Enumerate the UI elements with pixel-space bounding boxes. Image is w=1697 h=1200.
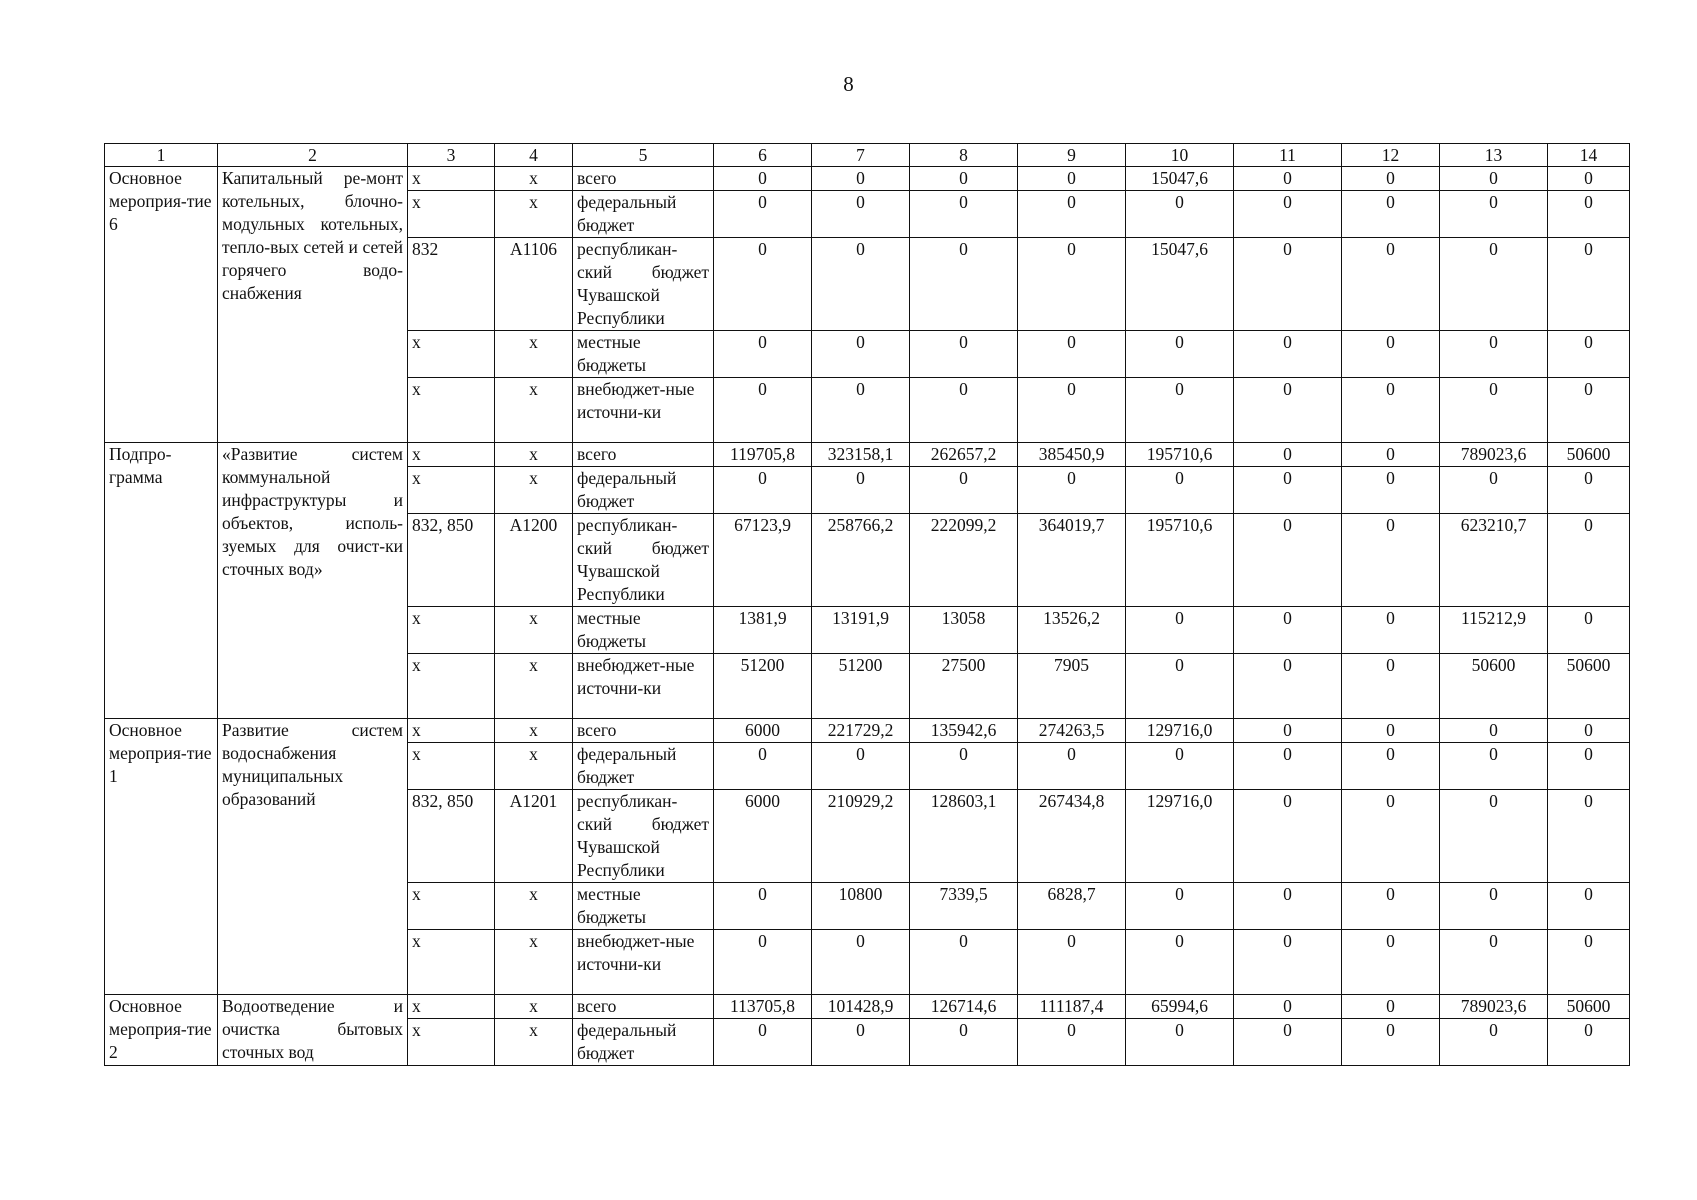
funding-source: местные бюджеты	[573, 883, 714, 930]
section-title: «Развитие систем коммунальной инфраструктуры и объектов, исполь-зуемых для очист-ки сточных вод»	[218, 443, 408, 719]
amount-cell: 0	[1126, 654, 1234, 719]
budget-code: х	[408, 654, 495, 719]
amount-cell: 0	[910, 1019, 1018, 1066]
amount-cell: 0	[1234, 167, 1342, 191]
amount-cell: 0	[1018, 1019, 1126, 1066]
target-code: х	[495, 607, 573, 654]
amount-cell: 129716,0	[1126, 790, 1234, 883]
column-header: 8	[910, 144, 1018, 167]
amount-cell: 0	[1548, 1019, 1630, 1066]
target-code: А1200	[495, 514, 573, 607]
amount-cell: 50600	[1440, 654, 1548, 719]
budget-code: х	[408, 167, 495, 191]
budget-code: х	[408, 467, 495, 514]
column-header: 12	[1342, 144, 1440, 167]
amount-cell: 0	[1234, 995, 1342, 1019]
amount-cell: 0	[1018, 191, 1126, 238]
column-header: 5	[573, 144, 714, 167]
amount-cell: 0	[1342, 514, 1440, 607]
amount-cell: 0	[1342, 331, 1440, 378]
amount-cell: 364019,7	[1018, 514, 1126, 607]
amount-cell: 15047,6	[1126, 238, 1234, 331]
amount-cell: 13526,2	[1018, 607, 1126, 654]
amount-cell: 0	[812, 930, 910, 995]
funding-source: республикан-ский бюджет Чувашской Республики	[573, 514, 714, 607]
amount-cell: 50600	[1548, 654, 1630, 719]
section-name: Основное мероприя-тие 6	[105, 167, 218, 443]
amount-cell: 0	[1234, 883, 1342, 930]
amount-cell: 0	[1234, 514, 1342, 607]
amount-cell: 0	[1440, 191, 1548, 238]
amount-cell: 0	[1342, 378, 1440, 443]
budget-code: х	[408, 331, 495, 378]
amount-cell: 0	[1548, 167, 1630, 191]
target-code: х	[495, 443, 573, 467]
amount-cell: 0	[1440, 790, 1548, 883]
section-title: Развитие систем водоснабжения муниципальных образований	[218, 719, 408, 995]
amount-cell: 13058	[910, 607, 1018, 654]
amount-cell: 789023,6	[1440, 443, 1548, 467]
amount-cell: 195710,6	[1126, 514, 1234, 607]
amount-cell: 0	[1234, 191, 1342, 238]
amount-cell: 0	[1342, 719, 1440, 743]
amount-cell: 0	[1548, 514, 1630, 607]
column-header: 10	[1126, 144, 1234, 167]
amount-cell: 0	[1342, 743, 1440, 790]
table-row	[105, 995, 1630, 1019]
amount-cell: 0	[1018, 238, 1126, 331]
amount-cell: 0	[1440, 719, 1548, 743]
amount-cell: 113705,8	[714, 995, 812, 1019]
funding-source: всего	[573, 995, 714, 1019]
amount-cell: 0	[1126, 930, 1234, 995]
amount-cell: 0	[1548, 790, 1630, 883]
amount-cell: 0	[1548, 191, 1630, 238]
column-header: 11	[1234, 144, 1342, 167]
amount-cell: 126714,6	[910, 995, 1018, 1019]
amount-cell: 0	[714, 467, 812, 514]
column-header: 2	[218, 144, 408, 167]
page-number: 8	[843, 72, 854, 96]
funding-source: всего	[573, 167, 714, 191]
amount-cell: 0	[812, 1019, 910, 1066]
amount-cell: 222099,2	[910, 514, 1018, 607]
section-name: Основное мероприя-тие 2	[105, 995, 218, 1066]
amount-cell: 0	[812, 191, 910, 238]
section-name: Основное мероприя-тие 1	[105, 719, 218, 995]
amount-cell: 323158,1	[812, 443, 910, 467]
amount-cell: 51200	[812, 654, 910, 719]
amount-cell: 0	[1018, 167, 1126, 191]
amount-cell: 0	[1440, 167, 1548, 191]
amount-cell: 0	[1342, 930, 1440, 995]
funding-source: республикан-ский бюджет Чувашской Республики	[573, 790, 714, 883]
funding-source: всего	[573, 719, 714, 743]
amount-cell: 0	[1342, 1019, 1440, 1066]
funding-source: федеральный бюджет	[573, 191, 714, 238]
budget-code: х	[408, 191, 495, 238]
amount-cell: 0	[1234, 443, 1342, 467]
amount-cell: 0	[812, 331, 910, 378]
amount-cell: 0	[1234, 654, 1342, 719]
target-code: х	[495, 191, 573, 238]
funding-source: федеральный бюджет	[573, 743, 714, 790]
target-code: х	[495, 995, 573, 1019]
amount-cell: 128603,1	[910, 790, 1018, 883]
amount-cell: 0	[1126, 191, 1234, 238]
amount-cell: 0	[714, 930, 812, 995]
amount-cell: 0	[1018, 930, 1126, 995]
amount-cell: 0	[1440, 238, 1548, 331]
column-header: 4	[495, 144, 573, 167]
amount-cell: 789023,6	[1440, 995, 1548, 1019]
target-code: х	[495, 167, 573, 191]
amount-cell: 0	[1440, 883, 1548, 930]
column-header: 9	[1018, 144, 1126, 167]
amount-cell: 0	[1548, 238, 1630, 331]
amount-cell: 0	[1440, 930, 1548, 995]
amount-cell: 0	[1548, 719, 1630, 743]
amount-cell: 0	[1548, 607, 1630, 654]
amount-cell: 0	[1234, 719, 1342, 743]
amount-cell: 0	[1342, 790, 1440, 883]
amount-cell: 10800	[812, 883, 910, 930]
amount-cell: 67123,9	[714, 514, 812, 607]
funding-source: федеральный бюджет	[573, 467, 714, 514]
amount-cell: 50600	[1548, 995, 1630, 1019]
budget-code: 832, 850	[408, 790, 495, 883]
amount-cell: 0	[1342, 238, 1440, 331]
amount-cell: 262657,2	[910, 443, 1018, 467]
table-row	[105, 167, 1630, 191]
amount-cell: 267434,8	[1018, 790, 1126, 883]
amount-cell: 0	[1126, 378, 1234, 443]
amount-cell: 0	[1548, 743, 1630, 790]
amount-cell: 0	[1126, 883, 1234, 930]
budget-code: х	[408, 743, 495, 790]
amount-cell: 0	[714, 191, 812, 238]
amount-cell: 0	[910, 167, 1018, 191]
amount-cell: 0	[910, 191, 1018, 238]
section-name: Подпро-грамма	[105, 443, 218, 719]
amount-cell: 0	[1234, 467, 1342, 514]
amount-cell: 0	[812, 743, 910, 790]
amount-cell: 0	[714, 167, 812, 191]
funding-source: местные бюджеты	[573, 607, 714, 654]
amount-cell: 0	[1234, 1019, 1342, 1066]
funding-source: федеральный бюджет	[573, 1019, 714, 1066]
amount-cell: 0	[1548, 883, 1630, 930]
amount-cell: 0	[1342, 443, 1440, 467]
target-code: х	[495, 930, 573, 995]
amount-cell: 0	[714, 378, 812, 443]
amount-cell: 0	[812, 467, 910, 514]
target-code: х	[495, 331, 573, 378]
amount-cell: 7339,5	[910, 883, 1018, 930]
budget-code: х	[408, 443, 495, 467]
column-header: 7	[812, 144, 910, 167]
table-row	[105, 719, 1630, 743]
amount-cell: 6000	[714, 719, 812, 743]
amount-cell: 13191,9	[812, 607, 910, 654]
budget-code: х	[408, 719, 495, 743]
amount-cell: 0	[714, 743, 812, 790]
target-code: А1201	[495, 790, 573, 883]
amount-cell: 210929,2	[812, 790, 910, 883]
column-header: 6	[714, 144, 812, 167]
target-code: х	[495, 654, 573, 719]
amount-cell: 111187,4	[1018, 995, 1126, 1019]
column-header: 13	[1440, 144, 1548, 167]
target-code: х	[495, 1019, 573, 1066]
amount-cell: 195710,6	[1126, 443, 1234, 467]
amount-cell: 0	[1342, 167, 1440, 191]
funding-source: внебюджет-ные источни-ки	[573, 378, 714, 443]
amount-cell: 0	[1234, 238, 1342, 331]
target-code: х	[495, 719, 573, 743]
amount-cell: 0	[910, 467, 1018, 514]
amount-cell: 0	[714, 331, 812, 378]
amount-cell: 135942,6	[910, 719, 1018, 743]
column-header: 1	[105, 144, 218, 167]
funding-source: внебюджет-ные источни-ки	[573, 654, 714, 719]
target-code: А1106	[495, 238, 573, 331]
amount-cell: 0	[1440, 467, 1548, 514]
amount-cell: 0	[1548, 331, 1630, 378]
section-title: Водоотведение и очистка бытовых сточных вод	[218, 995, 408, 1066]
amount-cell: 0	[714, 883, 812, 930]
amount-cell: 0	[910, 331, 1018, 378]
amount-cell: 0	[1342, 654, 1440, 719]
amount-cell: 0	[812, 378, 910, 443]
amount-cell: 0	[1126, 607, 1234, 654]
column-header: 14	[1548, 144, 1630, 167]
amount-cell: 0	[1126, 743, 1234, 790]
funding-source: республикан-ский бюджет Чувашской Республики	[573, 238, 714, 331]
amount-cell: 0	[1018, 331, 1126, 378]
amount-cell: 0	[1126, 331, 1234, 378]
amount-cell: 119705,8	[714, 443, 812, 467]
amount-cell: 0	[1126, 467, 1234, 514]
amount-cell: 6828,7	[1018, 883, 1126, 930]
target-code: х	[495, 883, 573, 930]
budget-code: 832, 850	[408, 514, 495, 607]
amount-cell: 0	[714, 1019, 812, 1066]
amount-cell: 0	[910, 930, 1018, 995]
amount-cell: 0	[1342, 883, 1440, 930]
funding-source: местные бюджеты	[573, 331, 714, 378]
budget-code: х	[408, 883, 495, 930]
table-row	[105, 443, 1630, 467]
amount-cell: 6000	[714, 790, 812, 883]
amount-cell: 0	[1548, 467, 1630, 514]
target-code: х	[495, 743, 573, 790]
target-code: х	[495, 378, 573, 443]
amount-cell: 129716,0	[1126, 719, 1234, 743]
amount-cell: 258766,2	[812, 514, 910, 607]
amount-cell: 0	[1234, 790, 1342, 883]
amount-cell: 274263,5	[1018, 719, 1126, 743]
amount-cell: 0	[812, 167, 910, 191]
amount-cell: 0	[812, 238, 910, 331]
target-code: х	[495, 467, 573, 514]
budget-code: х	[408, 378, 495, 443]
amount-cell: 0	[1342, 995, 1440, 1019]
amount-cell: 0	[1440, 331, 1548, 378]
amount-cell: 0	[910, 238, 1018, 331]
amount-cell: 15047,6	[1126, 167, 1234, 191]
amount-cell: 0	[910, 378, 1018, 443]
budget-code: х	[408, 995, 495, 1019]
amount-cell: 101428,9	[812, 995, 910, 1019]
amount-cell: 0	[910, 743, 1018, 790]
amount-cell: 0	[714, 238, 812, 331]
budget-table	[104, 143, 1630, 1066]
amount-cell: 221729,2	[812, 719, 910, 743]
budget-code: х	[408, 1019, 495, 1066]
amount-cell: 0	[1342, 607, 1440, 654]
column-header: 3	[408, 144, 495, 167]
amount-cell: 0	[1234, 607, 1342, 654]
amount-cell: 0	[1018, 743, 1126, 790]
amount-cell: 385450,9	[1018, 443, 1126, 467]
funding-source: всего	[573, 443, 714, 467]
amount-cell: 115212,9	[1440, 607, 1548, 654]
amount-cell: 0	[1548, 930, 1630, 995]
amount-cell: 27500	[910, 654, 1018, 719]
amount-cell: 0	[1234, 743, 1342, 790]
amount-cell: 50600	[1548, 443, 1630, 467]
amount-cell: 0	[1018, 467, 1126, 514]
amount-cell: 0	[1548, 378, 1630, 443]
amount-cell: 1381,9	[714, 607, 812, 654]
budget-code: х	[408, 607, 495, 654]
amount-cell: 0	[1342, 467, 1440, 514]
amount-cell: 51200	[714, 654, 812, 719]
amount-cell: 623210,7	[1440, 514, 1548, 607]
amount-cell: 0	[1342, 191, 1440, 238]
amount-cell: 7905	[1018, 654, 1126, 719]
amount-cell: 0	[1234, 930, 1342, 995]
amount-cell: 65994,6	[1126, 995, 1234, 1019]
budget-code: х	[408, 930, 495, 995]
header-row	[105, 144, 1630, 167]
amount-cell: 0	[1234, 331, 1342, 378]
amount-cell: 0	[1440, 743, 1548, 790]
section-title: Капитальный ре-монт котельных, блочно-модульных котельных, тепло-вых сетей и сетей горячего водо-снабжения	[218, 167, 408, 443]
amount-cell: 0	[1440, 378, 1548, 443]
budget-code: 832	[408, 238, 495, 331]
amount-cell: 0	[1018, 378, 1126, 443]
amount-cell: 0	[1234, 378, 1342, 443]
amount-cell: 0	[1126, 1019, 1234, 1066]
amount-cell: 0	[1440, 1019, 1548, 1066]
funding-source: внебюджет-ные источни-ки	[573, 930, 714, 995]
